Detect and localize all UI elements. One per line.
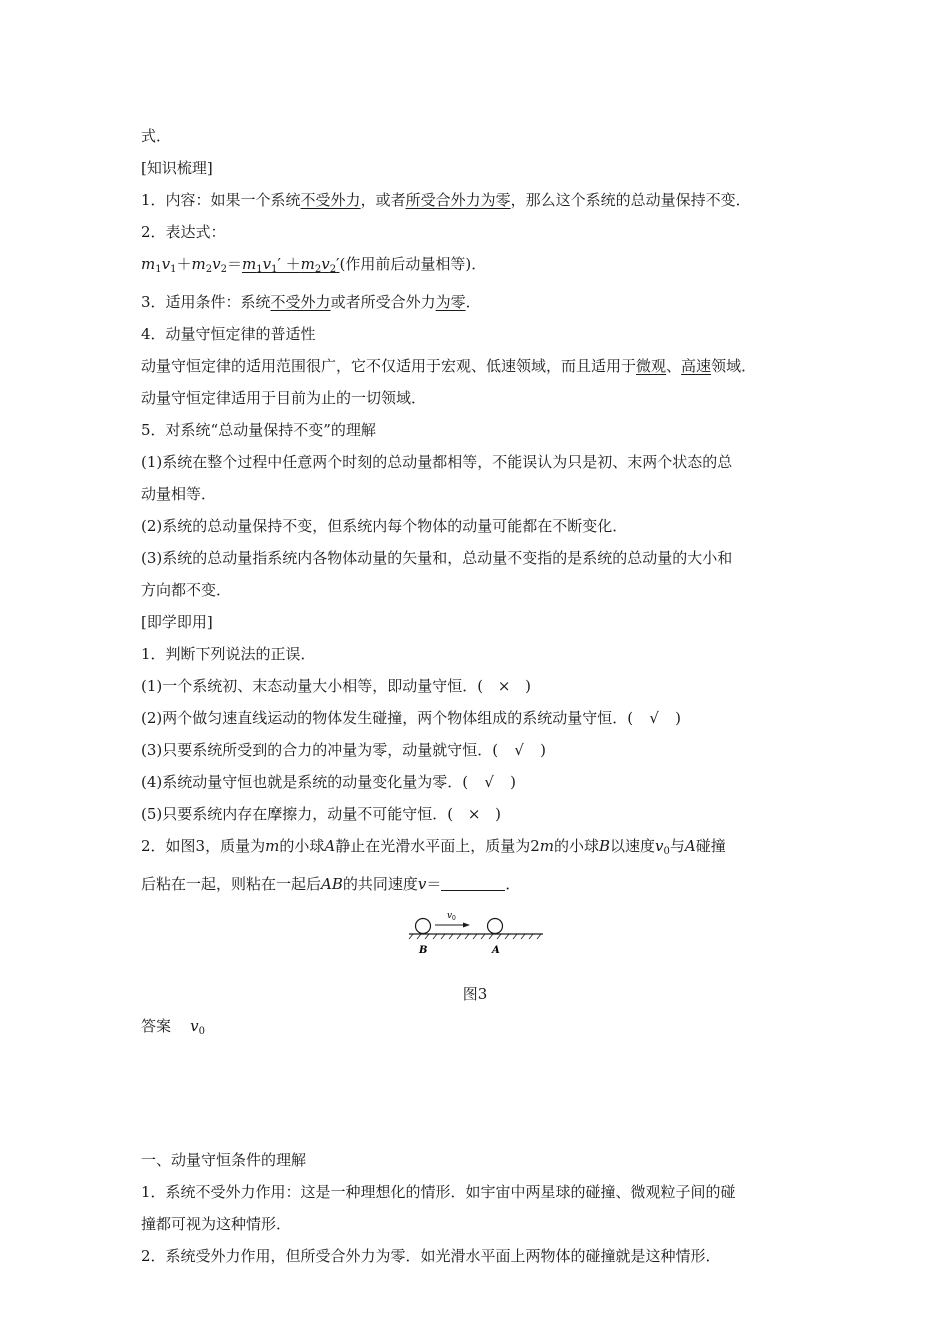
- text-line-content: 1．内容：如果一个系统不受外力，或者所受合外力为零，那么这个系统的总动量保持不变．: [141, 191, 751, 209]
- judgement-item: (1)一个系统初、末态动量大小相等，即动量守恒．( × ): [141, 670, 821, 702]
- svg-text:0: 0: [452, 915, 456, 922]
- answer-blank: [441, 872, 505, 891]
- answer-mark: √: [514, 741, 524, 759]
- figure-caption: 图3: [462, 985, 488, 1003]
- formula-line: $m_1v_1+m_2v_2=m_1v_1' +m_2v_2'$(作用前后动量相等)．: [141, 255, 487, 275]
- text-line: 1．判断下列说法的正误．: [141, 645, 316, 663]
- question-line: 2．如图3，质量为m的小球A静止在光滑水平面上，质量为2m的小球B以速度$v_0$与A碰撞: [141, 837, 726, 857]
- document-page: [141, 120, 821, 1272]
- judgement-item: (5)只要系统内存在摩擦力，动量不可能守恒．( × ): [141, 798, 821, 830]
- text-line: (3)系统的总动量指系统内各物体动量的矢量和，总动量不变指的是系统的总动量的大小和: [141, 549, 733, 567]
- section-heading-practice: [即学即用]: [141, 613, 213, 631]
- answer-line: 答案 $v_0$: [141, 1017, 205, 1037]
- text-line: 动量守恒定律适用于目前为止的一切领域．: [141, 389, 427, 407]
- spacer: [141, 1048, 821, 1144]
- judgement-item: (4)系统动量守恒也就是系统的动量变化量为零．( √ ): [141, 766, 821, 798]
- section-heading-conditions: 一、动量守恒条件的理解: [141, 1151, 307, 1169]
- judgement-item: (3)只要系统所受到的合力的冲量为零，动量就守恒．( √ ): [141, 734, 821, 766]
- text-line: 动量守恒定律的适用范围很广，它不仅适用于宏观、低速领域，而且适用于微观、高速领域．: [141, 357, 757, 375]
- answer-mark: √: [484, 773, 494, 791]
- text-line: 2．系统受外力作用，但所受合外力为零．如光滑水平面上两物体的碰撞就是这种情形．: [141, 1247, 721, 1265]
- text-line: 1．系统不受外力作用：这是一种理想化的情形．如宇宙中两星球的碰撞、微观粒子间的碰: [141, 1183, 736, 1201]
- text-line: 5．对系统“总动量保持不变”的理解: [141, 421, 376, 439]
- text-line: 式．: [141, 127, 172, 145]
- text-line-conditions: 3．适用条件：系统不受外力或者所受合外力为零．: [141, 293, 481, 311]
- answer-mark: ×: [467, 805, 481, 823]
- svg-text:B: B: [419, 945, 428, 956]
- svg-text:A: A: [492, 945, 500, 956]
- ball-a: [488, 919, 503, 934]
- collision-diagram: [407, 908, 547, 958]
- text-line: 4．动量守恒定律的普适性: [141, 325, 316, 343]
- text-line: (2)系统的总动量保持不变，但系统内每个物体的动量可能都在不断变化．: [141, 517, 628, 535]
- text-line: 动量相等．: [141, 485, 217, 503]
- text-line: 2．表达式：: [141, 223, 226, 241]
- section-heading-knowledge: [知识梳理]: [141, 159, 213, 177]
- answer-mark: ×: [497, 677, 511, 695]
- ball-b: [416, 919, 431, 934]
- text-line: 撞都可视为这种情形．: [141, 1215, 292, 1233]
- judgement-item: (2)两个做匀速直线运动的物体发生碰撞，两个物体组成的系统动量守恒．( √ ): [141, 702, 821, 734]
- text-line: (1)系统在整个过程中任意两个时刻的总动量都相等，不能误认为只是初、末两个状态的总: [141, 453, 733, 471]
- text-line: 方向都不变．: [141, 581, 232, 599]
- answer-mark: √: [649, 709, 659, 727]
- question-line: 后粘在一起，则粘在一起后AB的共同速度v＝ ．: [141, 868, 821, 900]
- svg-text:v: v: [447, 911, 453, 921]
- figure-collision: [141, 908, 821, 978]
- velocity-arrow: [463, 923, 470, 928]
